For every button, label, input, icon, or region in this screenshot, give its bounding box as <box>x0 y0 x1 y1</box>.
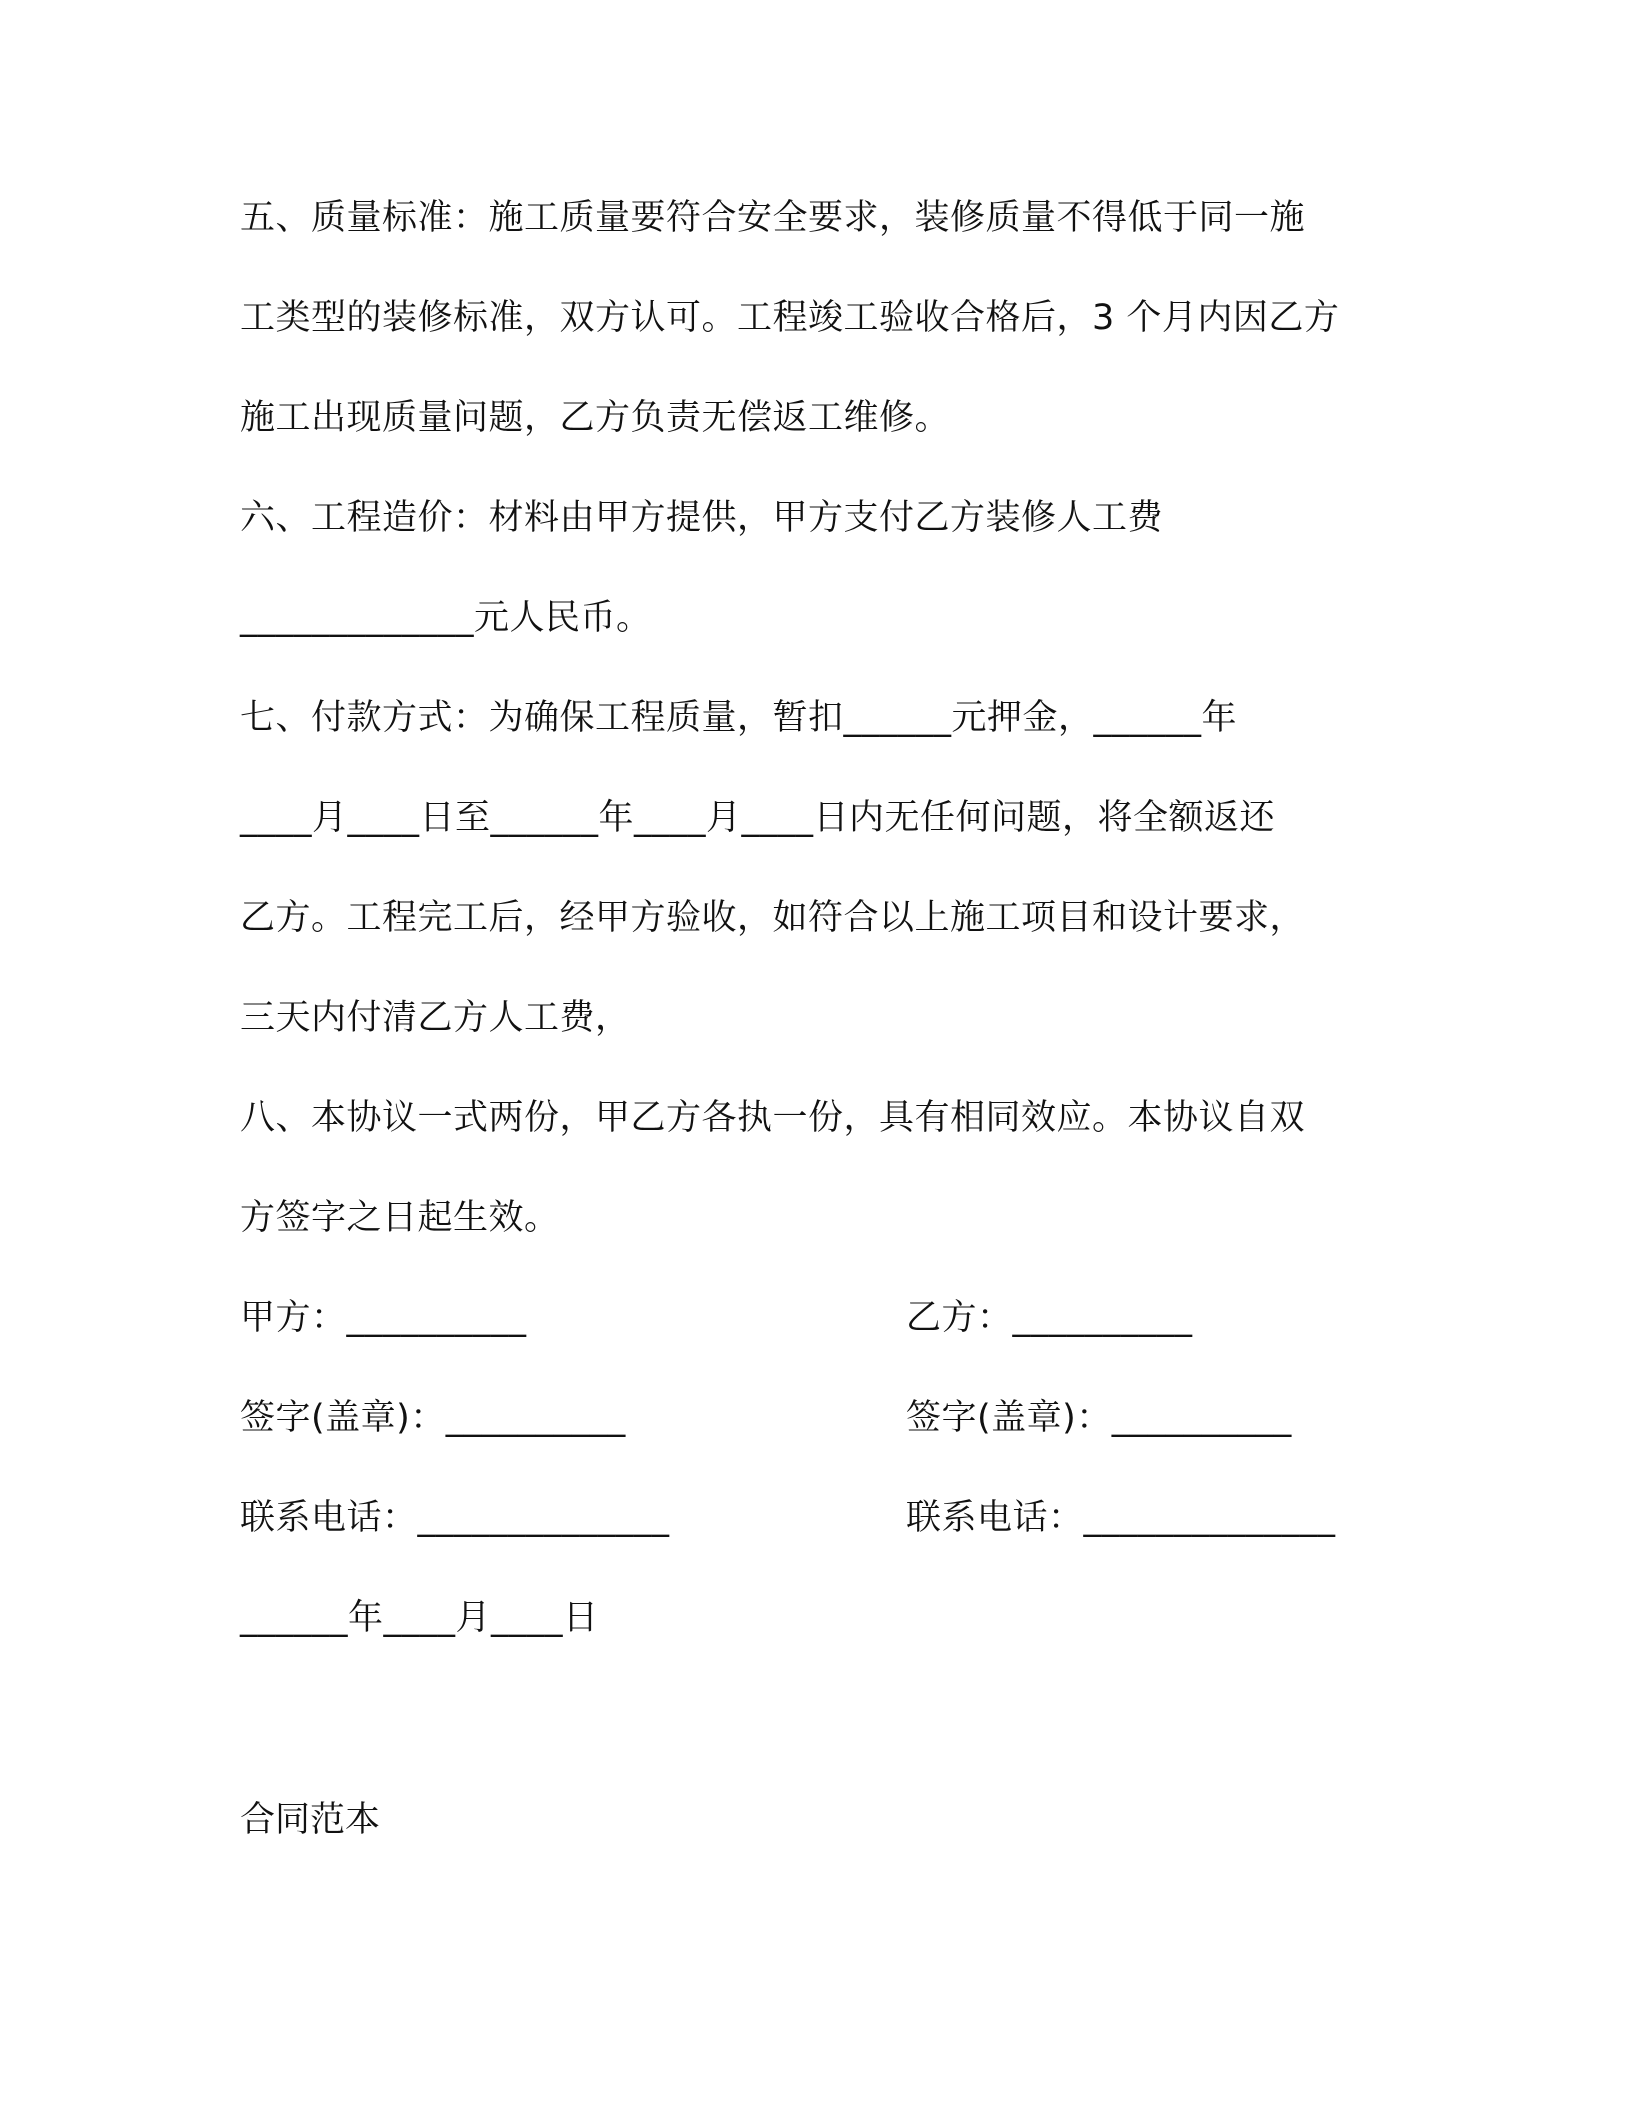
party-b-signature: 签字(盖章)：__________ <box>906 1398 1292 1438</box>
clause-cost-line-1: 六、工程造价：材料由甲方提供，甲方支付乙方装修人工费 <box>240 498 1164 538</box>
signing-date: ______年____月____日 <box>240 1598 599 1638</box>
clause-copies-line-1: 八、本协议一式两份，甲乙方各执一份，具有相同效应。本协议自双 <box>240 1098 1306 1138</box>
clause-cost-line-2: _____________元人民币。 <box>240 598 652 638</box>
clause-quality-line-3: 施工出现质量问题，乙方负责无偿返工维修。 <box>240 398 951 438</box>
party-a-signature: 签字(盖章)：__________ <box>240 1398 626 1438</box>
clause-payment-line-3: 乙方。工程完工后，经甲方验收，如符合以上施工项目和设计要求， <box>240 898 1306 938</box>
clause-quality-line-2: 工类型的装修标准，双方认可。工程竣工验收合格后，3 个月内因乙方 <box>240 298 1340 338</box>
clause-quality-line-1: 五、质量标准：施工质量要符合安全要求，装修质量不得低于同一施 <box>240 198 1306 238</box>
clause-payment-line-2: ____月____日至______年____月____日内无任何问题，将全额返还 <box>240 798 1276 838</box>
party-a-name: 甲方：__________ <box>240 1298 527 1338</box>
clause-payment-line-1: 七、付款方式：为确保工程质量，暂扣______元押金，______年 <box>240 698 1238 738</box>
party-b-name: 乙方：__________ <box>906 1298 1193 1338</box>
clause-copies-line-2: 方签字之日起生效。 <box>240 1198 560 1238</box>
party-b-phone: 联系电话：______________ <box>906 1498 1336 1538</box>
clause-payment-line-4: 三天内付清乙方人工费， <box>240 998 631 1038</box>
party-a-phone: 联系电话：______________ <box>240 1498 670 1538</box>
footer-label: 合同范本 <box>240 1800 381 1840</box>
